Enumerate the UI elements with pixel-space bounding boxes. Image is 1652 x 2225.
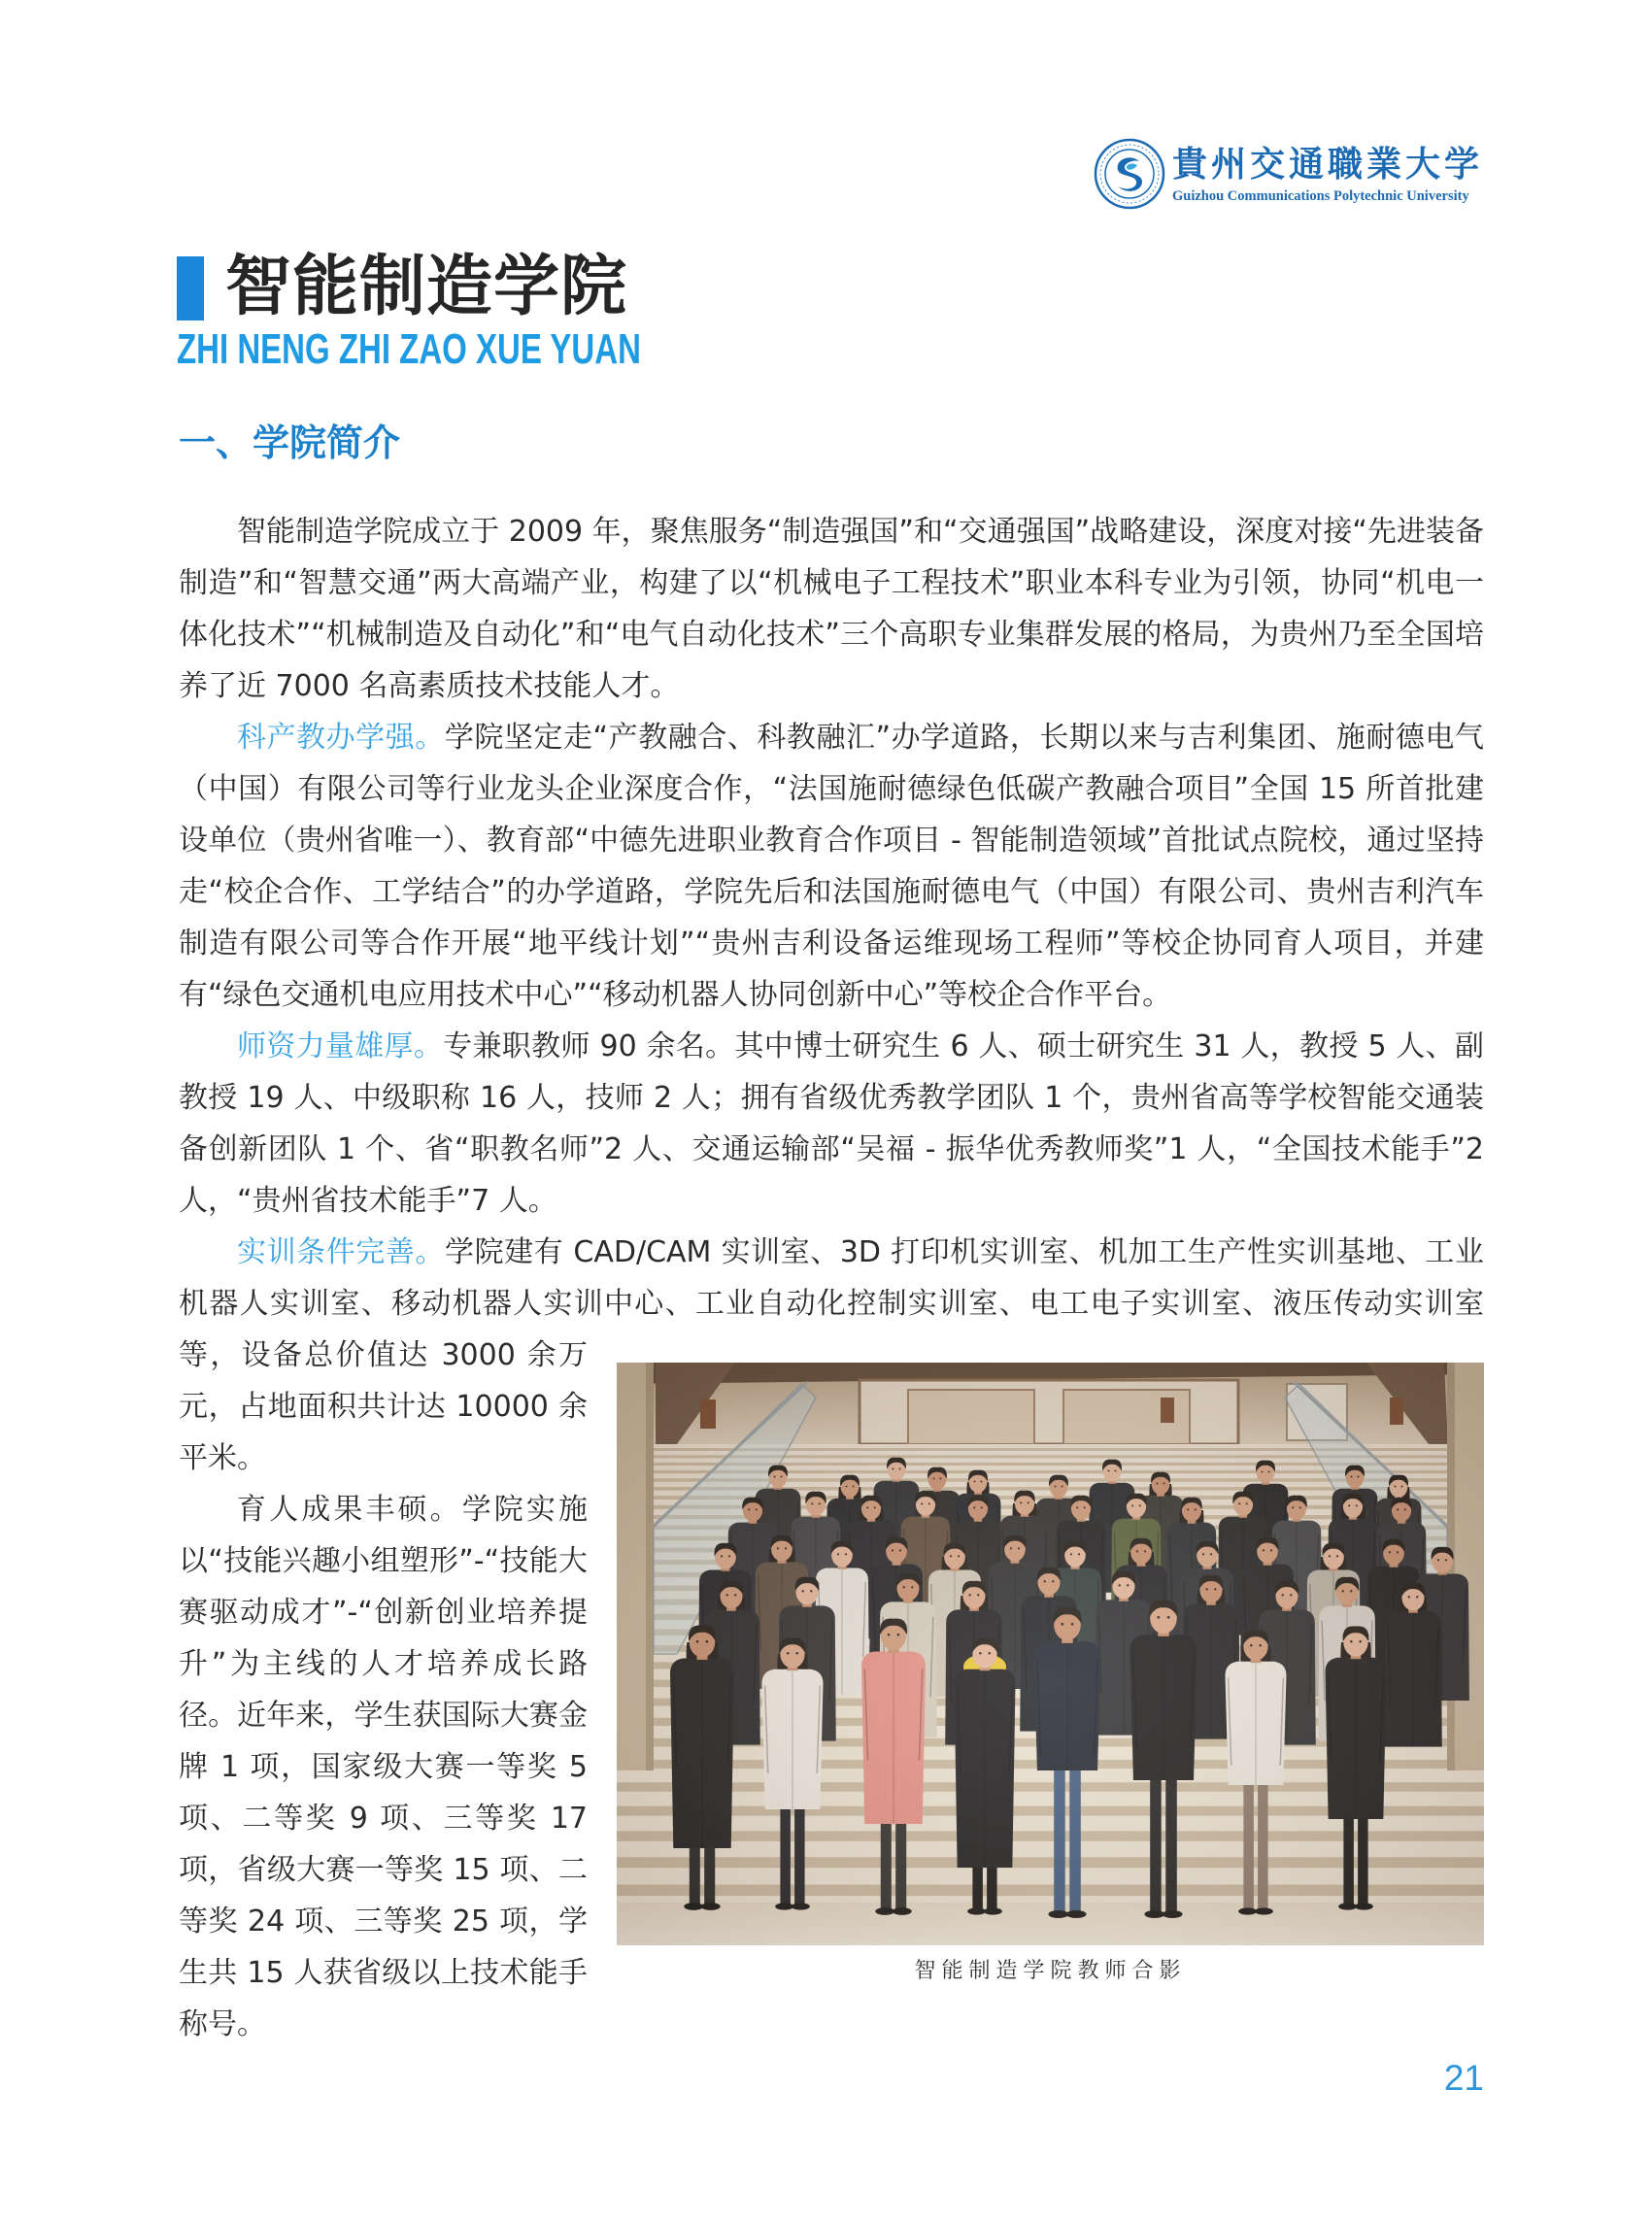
title-accent-bar bbox=[177, 256, 204, 320]
paragraph-lead: 科产教办学强。 bbox=[237, 721, 445, 755]
paragraph-text: 智能制造学院成立于 2009 年，聚焦服务“制造强国”和“交通强国”战略建设，深度对接“先进装备制造”和“智慧交通”两大高端产业，构建了以“机械电子工程技术”职业本科专业为引领，协同“机电一体化技术”“机械制造及自动化”和“电气自动化技术”三个高职专业集群发展的格局，为贵州乃至全国培养了近 7000 名高素质技术技能人才。 bbox=[179, 515, 1484, 703]
paragraph-lead: 育人成果丰硕。 bbox=[237, 1493, 462, 1527]
paragraph-faculty bbox=[179, 1021, 1484, 1227]
university-emblem-icon bbox=[1094, 138, 1165, 210]
body-text bbox=[179, 506, 1484, 2050]
photo-figure bbox=[617, 1363, 1484, 1986]
paragraph-text: 专兼职教师 90 余名。其中博士研究生 6 人、硕士研究生 31 人，教授 5 人、副教授 19 人、中级职称 16 人，技师 2 人；拥有省级优秀教学团队 1 个，贵州省高等学校智能交通装备创新团队 1 个、省“职教名师”2 人、交通运输部“吴福 - 振华优秀教师奖”1 人，“全国技术能手”2 人，“贵州省技术能手”7 人。 bbox=[179, 1029, 1485, 1218]
university-name-english: Guizhou Communications Polytechnic University bbox=[1172, 188, 1469, 204]
page-title-pinyin: ZHI NENG ZHI ZAO XUE YUAN bbox=[177, 325, 641, 373]
paragraph-text: 学院实施以“技能兴趣小组塑形”-“技能大赛驱动成才”-“创新创业培养提升”为主线的人才培养成长路径。近年来，学生获国际大赛金牌 1 项，国家级大赛一等奖 5 项、二等奖 9 项、三等奖 17 项，省级大赛一等奖 15 项、二等奖 24 项、三等奖 25 项，学生共 15 人获省级以上技术能手称号。 bbox=[179, 1493, 589, 2041]
photo-caption: 智能制造学院教师合影 bbox=[914, 1959, 1187, 1983]
page-number: 21 bbox=[1443, 2058, 1484, 2098]
university-name-chinese: 貴州交通職業大学 bbox=[1172, 144, 1484, 185]
paragraph-text: 学院建有 CAD/CAM 实训室、3D 打印机实训室、机加工生产性实训基地、工业机器人实训室、移动机器人实训中心、工业自动化控制实训室、电工电子实训室、液压传动实训室等，设备总价值达 3000 余万元，占地面积共计达 10000 余平米。 bbox=[179, 1235, 1485, 1475]
paragraph-text: 学院坚定走“产教融合、科教融汇”办学道路，长期以来与吉利集团、施耐德电气（中国）有限公司等行业龙头企业深度合作，“法国施耐德绿色低碳产教融合项目”全国 15 所首批建设单位（贵州省唯一）、教育部“中德先进职业教育合作项目 - 智能制造领域”首批试点院校，通过坚持走“校企合作、工学结合”的办学道路，学院先后和法国施耐德电气（中国）有限公司、贵州吉利汽车制造有限公司等合作开展“地平线计划”“贵州吉利设备运维现场工程师”等校企协同育人项目，并建有“绿色交通机电应用技术中心”“移动机器人协同创新中心”等校企合作平台。 bbox=[179, 721, 1484, 1012]
section-heading: 一、学院简介 bbox=[179, 421, 401, 464]
paragraph-lead: 师资力量雄厚。 bbox=[237, 1029, 444, 1063]
paragraph-industry-education bbox=[179, 712, 1484, 1021]
page-title: 智能制造学院 bbox=[225, 249, 628, 325]
paragraph-lead: 实训条件完善。 bbox=[237, 1235, 446, 1269]
lighting-overlay bbox=[617, 1363, 1484, 1945]
paragraph-intro bbox=[179, 506, 1484, 712]
group-photo bbox=[617, 1363, 1484, 1945]
